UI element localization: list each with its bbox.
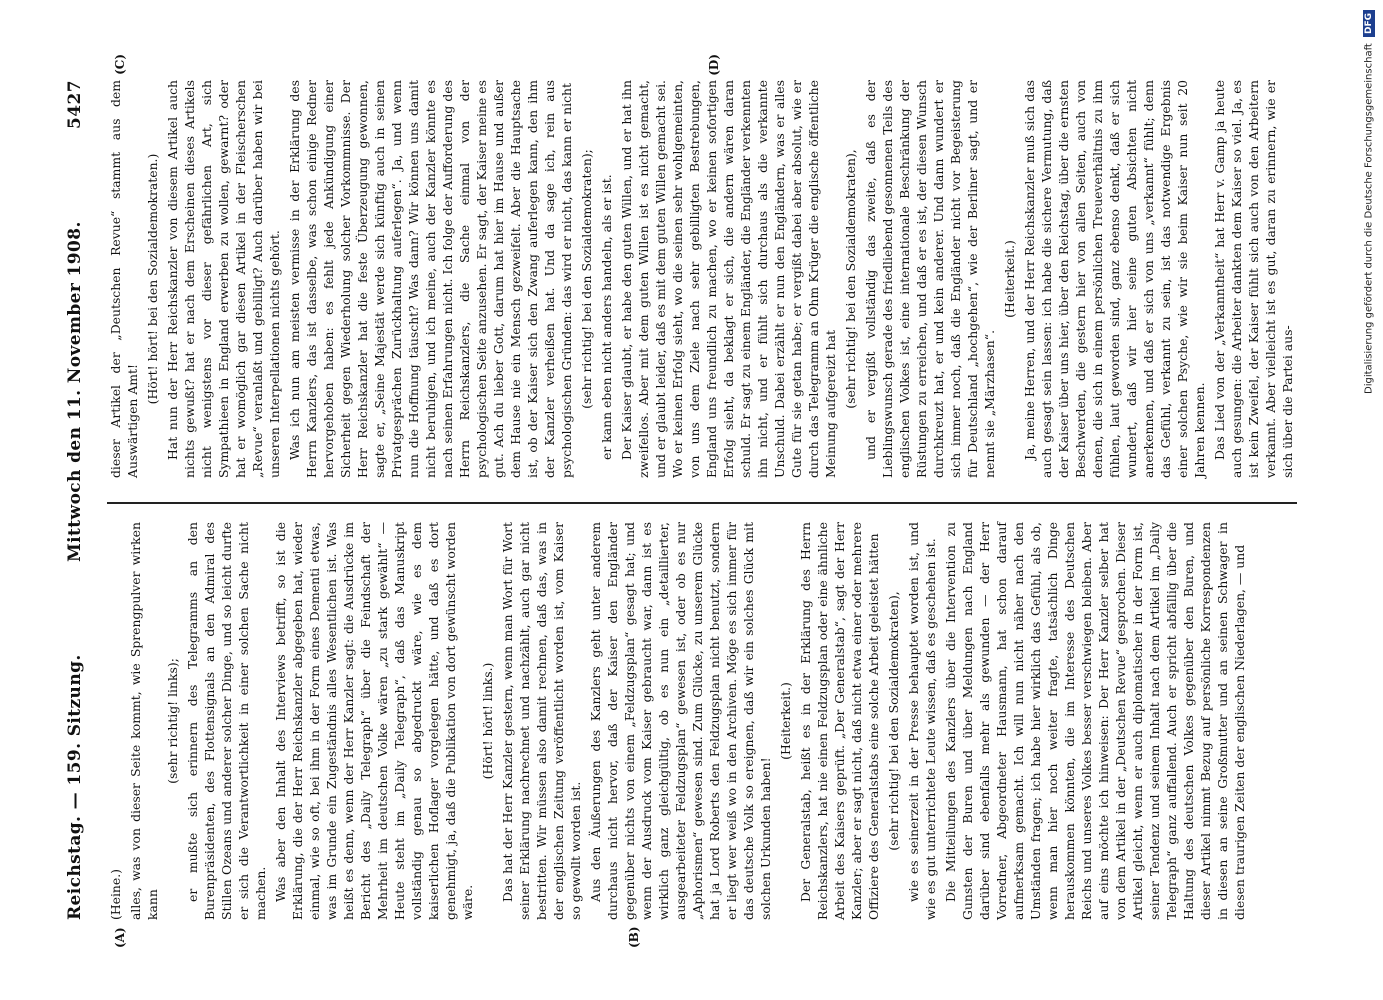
paragraph: Ja, meine Herren, und der Herr Reichskanzler muß sich das auch gesagt sein lassen: ich habe die sichere Vermutung, daß der Kaiser über uns hier, über den Reichstag, über die ernsten Beschwerden, die gestern hier von allen Seiten, auch von denen, die sich in einem persönlichen Treueverhältnis zu ihm fühlen, laut geworden sind, ganz ebenso denkt, daß er sich wundert, daß wir hier seine guten Absichten nicht anerkennen, und daß er sich von uns „verkannt“ fühlt; denn das Gefühl, verkannt zu sein, ist das notwendige Ergebnis einer solchen Psyche, wie wir sie beim Kaiser nun seit 20 Jahren kennen. <box>1021 80 1207 478</box>
paragraph: Das hat der Herr Kanzler gestern, wenn man Wort für Wort seiner Erklärung nachrechnet und nachzählt, auch gar nicht bestritten. Wir müssen also damit rechnen, daß das, was in der englischen Zeitung veröffentlicht worden ist, vom Kaiser so gewollt worden ist. <box>499 522 583 920</box>
header-left: Reichstag. — 159. Sitzung. <box>64 654 85 920</box>
paragraph: Der Generalstab, heißt es in der Erklärung des Herrn Reichskanzlers, hat nie einen Feldzugsplan oder eine ähnliche Arbeit des Kaisers geprüft. „Der Generalstab“, sagt der Herr Kanzler; aber er sagt nicht, daß nicht etwa einer oder mehrere Offiziere des Generalstabs eine solche Arbeit geleistet hätten <box>797 522 881 920</box>
text-columns <box>107 54 1297 948</box>
page-header <box>65 80 93 920</box>
paragraph: (sehr richtig! bei den Sozialdemokraten), <box>842 149 858 409</box>
paragraph: (Heiterkeit.) <box>1001 240 1017 318</box>
left-column <box>107 502 1297 948</box>
margin-marker-c: (C) <box>112 54 127 75</box>
paragraph: Die Mitteilungen des Kanzlers über die Intervention zu Gunsten der Buren und über Meldungen nach England darüber sind ebenfalls mehr als gewunden — der Herr Vorredner, Abgeordneter Hausmann, hat schon darauf aufmerksam gemacht. Ich will nun nicht näher nach den Umständen fragen; ich habe hier wirklich das Gefühl, als ob, wenn man hier noch weiter fragte, tatsächlich Dinge herauskommen könnten, die im Interesse des Deutschen Reichs und unseres Volkes besser verschwiegen bleiben. Aber auf eins möchte ich hinweisen: Der Herr Kanzler selber hat von dem Artikel in der „Deutschen Revue“ gesprochen. Dieser Artikel gleicht, wenn er auch diplomatischer in der Form ist, seiner Tendenz und seinem Inhalt nach dem Artikel im „Daily Telegraph“ ganz auffallend. Auch er spricht abfällig über die Haltung des deutschen Volkes gegenüber den Buren, und dieser Artikel nimmt Bezug auf persönliche Korrespondenzen in diesen an seine Großmutter und an seinen Schwager in diesen traurigen Zeiten der englischen Niederlagen, — und <box>942 522 1247 920</box>
paragraph: alles, was von dieser Seite kommt, wie Sprengpulver wirken kann <box>127 522 160 920</box>
margin-marker-b: (B) <box>626 926 641 948</box>
paragraph: Aus den Äußerungen des Kanzlers geht unter anderem durchaus nicht hervor, daß der Kaiser den Engländer gegenüber nichts von einem „Feldzugsplan“ gesagt hat; und wenn der Ausdruck vom Kaiser gebraucht war, dann ist es wirklich ganz gleichgültig, ob es nun ein „detaillierter, ausgearbeiteter Feldzugsplan“ gewesen ist, oder ob es nur „Aphorismen“ gewesen sind. Zum Glücke, zu unserem Glücke hat ja Lord Roberts den Feldzugsplan nicht benutzt, sondern er liegt wer weiß wo in den Archiven. Möge es sich immer für das deutsche Volk so ereignen, daß wir ein solches Glück mit solchen Urkunden haben! <box>587 522 773 920</box>
paragraph: (Heiterkeit.) <box>777 682 793 760</box>
paragraph: Hat nun der Herr Reichskanzler von diesem Artikel auch nichts gewußt? hat er nach dem Erscheinen dieses Artikels nicht wenigstens vor dieser gefährlichen Art, sich Sympathieen in England erwerben zu wollen, gewarnt? oder hat er womöglich gar diesen Artikel in der Fleischerschen „Revue“ veranlaßt und gebilligt? Auch darüber haben wir bei unseren Interpellationen nichts gehört. <box>164 80 282 478</box>
paragraph: er mußte sich erinnern des Telegramms an den Burenpräsidenten, des Flottensignals an den Admiral des Stillen Ozeans und anderer solcher Dinge, und so leicht durfte er sich die Verantwortlichkeit in einer solchen Sache nicht machen. <box>184 522 268 920</box>
right-column <box>107 54 1297 478</box>
paragraph: er kann eben nicht anders handeln, als er ist. <box>598 174 614 460</box>
paragraph: (Heine.) <box>107 868 123 920</box>
page-number: 5427 <box>64 80 85 129</box>
paragraph: und er vergißt vollständig das zweite, daß es der Lieblingswunsch gerade des friedliebend gesonnenen Teils des englischen Volkes ist, eine internationale Beschränkung der Rüstungen zu erreichen, und daß er es ist, der diesen Wunsch durchkreuzt hat, er und kein anderer. Und dann wundert er sich immer noch, daß die Engländer nicht vor Begeisterung für Deutschland „hochgehen“, wie der Berliner sagt, und er nennt sie „Märzhasen“. <box>862 80 997 478</box>
rotated-page <box>47 50 1337 950</box>
paragraph: Was ich nun am meisten vermisse in der Erklärung des Herrn Kanzlers, das ist dasselbe, was schon einige Redner hervorgehoben haben: es fehlt jede Ankündigung einer Sicherheit gegen Wiederholung solcher Vorkommnisse. Der Herr Reichskanzler hat die feste Überzeugung gewonnen, sagte er, „Seine Majestät werde sich künftig auch in seinen Privatgesprächen Zurückhaltung auferlegen“. Ja, und wenn nun die Hoffnung täuscht? Was dann? Wir können uns damit nicht beruhigen, und ich meine, auch der Kanzler könnte es nach seinen Erfahrungen nicht. Ich folge der Aufforderung des Herrn Reichskanzlers, die Sache einmal von der psychologischen Seite anzusehen. Er sagt, der Kaiser meine es gut. Ach du lieber Gott, darum hat hier im Hause und außer dem Hause nie ein Mensch gezweifelt. Aber die Hauptsache ist, ob der Kaiser sich den Zwang auferlegen kann, den ihm der Kanzler verheißen hat. Und da sage ich, rein aus psychologischen Gründen: das wird er nicht, das kann er nicht <box>286 80 574 478</box>
dfg-logo: DFG <box>1363 10 1375 37</box>
paragraph: Das Lied von der „Verkanntheit“ hat Herr v. Gamp ja heute auch gesungen: die Arbeiter dankten dem Kaiser so viel. Ja, es ist kein Zweifel, der Kaiser fühlt sich auch von den Arbeitern verkannt. Aber vielleicht ist es gut, daran zu erinnern, wie er sich über die Partei aus- <box>1211 80 1295 478</box>
paragraph: (sehr richtig! bei den Sozialdemokraten), <box>885 591 901 851</box>
header-date: Mittwoch den 11. November 1908. <box>64 221 85 563</box>
paragraph: Was aber den Inhalt des Interviews betrifft, so ist die Erklärung, die der Herr Reichskanzler abgegeben hat, wieder einmal, wie so oft, bei ihm in der Form eines Dementi etwas, was im Grunde ein Zugeständnis alles Wesentlichen ist. Was heißt es denn, wenn der Herr Kanzler sagt: die Ausdrücke im Bericht des „Daily Telegraph“ über die Feindschaft der Mehrheit im deutschen Volke wären „zu stark gewählt“ — Heute steht im „Daily Telegraph“, daß das Manuskript vollständig genau so abgedruckt wäre, wie es dem kaiserlichen Hoflager vorgelegen hätte, und daß es dort genehmigt, ja, daß die Publikation von dort gewünscht worden wäre. <box>272 522 475 920</box>
paragraph: (Hört! hört! links.) <box>479 662 495 780</box>
paragraph: (sehr richtig! links); <box>164 658 180 784</box>
digitization-stamp <box>1361 10 1377 990</box>
stamp-text: Digitalisierung gefördert durch die Deutsche Forschungsgemeinschaft <box>1363 43 1375 394</box>
paragraph: dieser Artikel der „Deutschen Revue“ stammt aus dem Auswärtigen Amt! <box>107 80 140 478</box>
paragraph: wie es seinerzeit in der Presse behauptet worden ist, und wie es gut unterrichtete Leute wissen, daß es geschehen ist. <box>905 522 938 920</box>
margin-marker-a: (A) <box>112 927 127 948</box>
paragraph: (Hört! hört! bei den Sozialdemokraten.) <box>144 153 160 405</box>
paragraph: (sehr richtig! bei den Sozialdemokraten); <box>578 149 594 409</box>
paragraph: Der Kaiser glaubt, er habe den guten Willen, und er hat ihn zweifellos. Aber mit dem guten Willen ist es nicht gemacht, und er glaubt leider, daß es mit dem guten Willen gemacht sei. Wo er keinen Erfolg sieht, wo die seinen sehr wohlgemeinten, von uns dem Ziele nach sehr gebilligten Bestrebungen, England uns freundlich zu machen, wo er keinen sofortigen Erfolg sieht, da beklagt er sich, die andern wären daran schuld. Er sagt zu einem Engländer, die Engländer verkennten ihn nicht, und er fühlt sich durchaus als die verkannte Unschuld. Dabei erzählt er nun den Engländern, was er alles Gute für sie getan habe; er vergißt dabei aber absolut, wie er durch das Telegramm an Ohm Krüger die englische öffentliche Meinung aufgereizt hat <box>618 80 838 478</box>
margin-marker-d: (D) <box>706 54 721 76</box>
